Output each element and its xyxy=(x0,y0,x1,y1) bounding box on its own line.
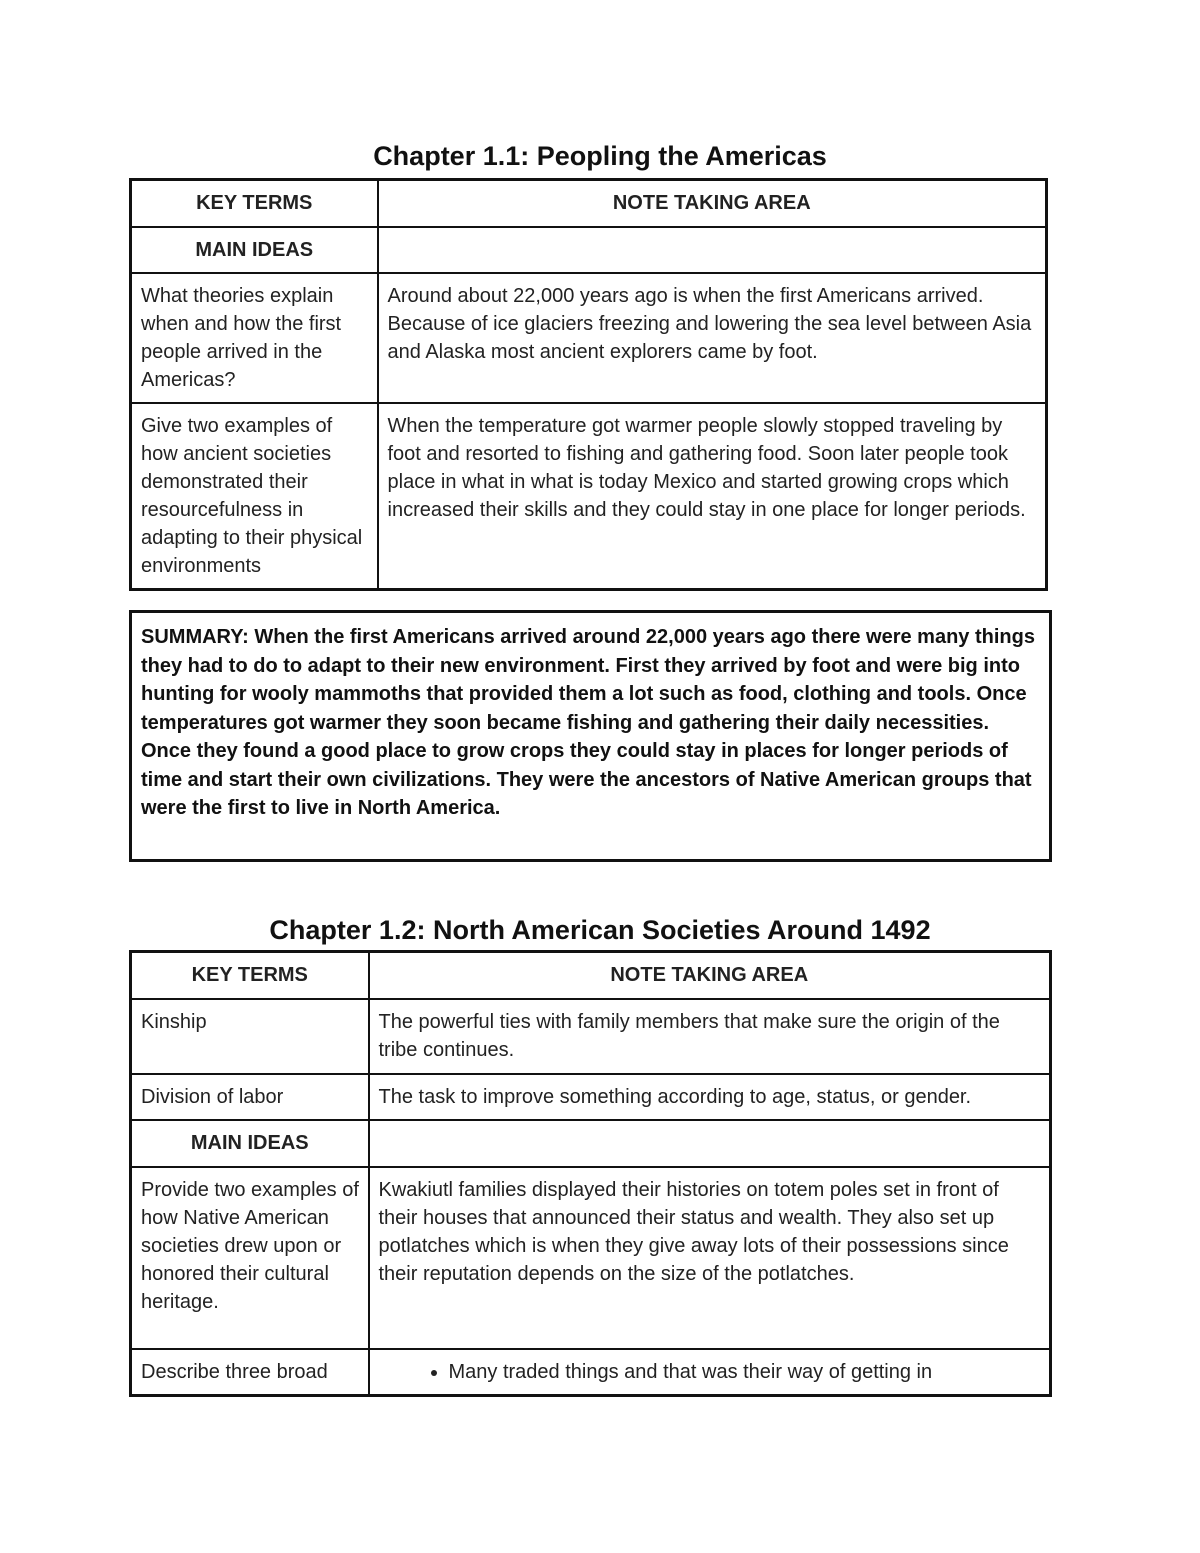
note-cell: The powerful ties with family members that make sure the origin of the tribe continues. xyxy=(369,999,1051,1074)
question-cell: Give two examples of how ancient societies demonstrated their resourcefulness in adapting to their physical environments xyxy=(131,403,378,590)
table-row xyxy=(131,1349,1051,1396)
table-row xyxy=(131,1074,1051,1120)
question-cell: Describe three broad xyxy=(131,1349,369,1396)
note-cell: Around about 22,000 years ago is when the first Americans arrived. Because of ice glaciers freezing and lowering the sea level between Asia and Alaska most ancient explorers came by foot. xyxy=(378,273,1047,403)
main-ideas-row xyxy=(131,1120,1051,1167)
bullet-item: • Many traded things and that was their way of getting in xyxy=(449,1358,1042,1386)
chapter-2-title: Chapter 1.2: North American Societies Around 1492 xyxy=(269,915,931,945)
table-row xyxy=(131,273,1047,403)
main-ideas-header: MAIN IDEAS xyxy=(131,1120,369,1167)
key-term-cell: Division of labor xyxy=(131,1074,369,1120)
key-terms-header: KEY TERMS xyxy=(131,952,369,999)
note-cell: When the temperature got warmer people slowly stopped traveling by foot and resorted to fishing and gathering food. Soon later people took place in what in what is today Mexico and started growing crops which increased their skills and they could stay in one place for longer periods. xyxy=(378,403,1047,590)
bullet-list xyxy=(379,1358,1042,1386)
main-ideas-row xyxy=(131,227,1047,273)
table-header-row xyxy=(131,952,1051,999)
note-cell: Kwakiutl families displayed their histories on totem poles set in front of their houses that announced their status and wealth. They also set up potlatches which is when they give away lots of their possessions since their reputation depends on the size of the potlatches. xyxy=(369,1167,1051,1349)
note-taking-area-header: NOTE TAKING AREA xyxy=(369,952,1051,999)
table-row xyxy=(131,999,1051,1074)
note-cell xyxy=(369,1349,1051,1396)
note-cell: The task to improve something according to age, status, or gender. xyxy=(369,1074,1051,1120)
chapter-1-title: Chapter 1.1: Peopling the Americas xyxy=(373,141,827,171)
question-cell: What theories explain when and how the first people arrived in the Americas? xyxy=(131,273,378,403)
question-cell: Provide two examples of how Native American societies drew upon or honored their cultural heritage. xyxy=(131,1167,369,1349)
table-row xyxy=(131,1167,1051,1349)
key-terms-header: KEY TERMS xyxy=(131,180,378,227)
chapter-1-notes-table xyxy=(129,178,1048,591)
main-ideas-header: MAIN IDEAS xyxy=(131,227,378,273)
table-header-row xyxy=(131,180,1047,227)
note-taking-area-header: NOTE TAKING AREA xyxy=(378,180,1047,227)
key-term-cell: Kinship xyxy=(131,999,369,1074)
table-row xyxy=(131,403,1047,590)
main-ideas-empty-cell xyxy=(369,1120,1051,1167)
chapter-2-notes-table xyxy=(129,950,1052,1397)
summary-box: SUMMARY: When the first Americans arrived around 22,000 years ago there were many things they had to do to adapt to their new environment. First they arrived by foot and were big into hunting for wooly mammoths that provided them a lot such as food, clothing and tools. Once temperatures got warmer they soon became fishing and gathering their daily necessities. Once they found a good place to grow crops they could stay in places for longer periods of time and start their own civilizations. They were the ancestors of Native American groups that were the first to live in North America. xyxy=(129,610,1052,862)
main-ideas-empty-cell xyxy=(378,227,1047,273)
